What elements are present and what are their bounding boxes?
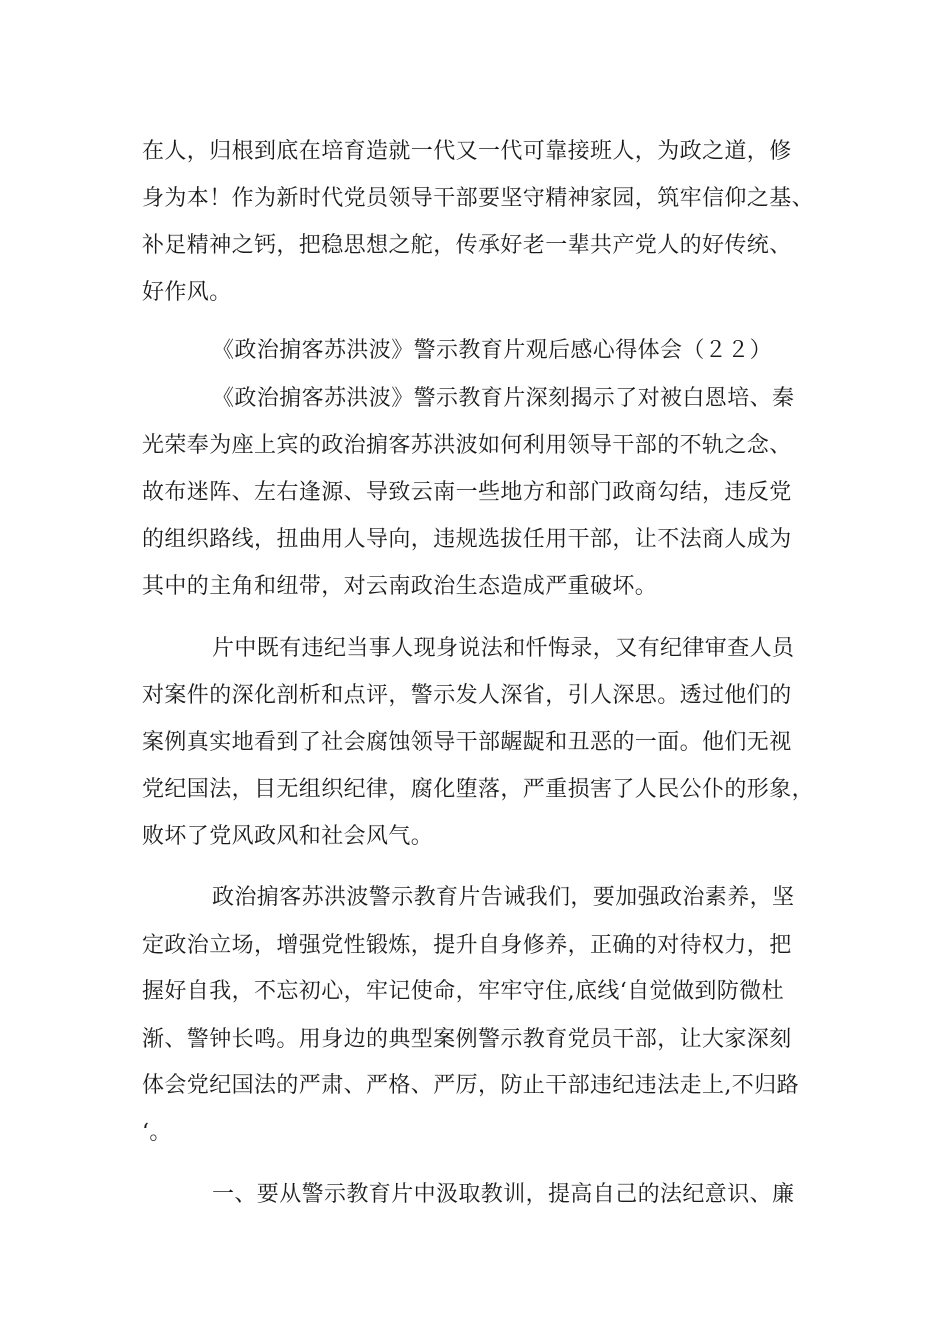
text-line: 片中既有违纪当事人现身说法和忏悔录，又有纪律审查人员	[212, 636, 795, 661]
text-line: 好作风。	[142, 280, 232, 305]
text-line: 一、要从警示教育片中汲取教训，提高自己的法纪意识、廉	[212, 1182, 795, 1207]
text-line: 的组织路线，扭曲用人导向，违规选拔任用干部，让不法商人成为	[142, 527, 792, 552]
text-line: ‘。	[142, 1120, 172, 1145]
text-line: 案例真实地看到了社会腐蚀领导干部龌龊和丑恶的一面。他们无视	[142, 730, 792, 755]
text-line: 光荣奉为座上宾的政治掮客苏洪波如何利用领导干部的不轨之念、	[142, 433, 792, 458]
text-line: 握好自我，不忘初心，牢记使命，牢牢守住,底线‘自觉做到防微杜	[142, 979, 784, 1004]
text-line: 《政治掮客苏洪波》警示教育片深刻揭示了对被白恩培、秦	[212, 386, 795, 411]
text-line: 败坏了党风政风和社会风气。	[142, 824, 434, 849]
text-line: 故布迷阵、左右逢源、导致云南一些地方和部门政商勾结，违反党	[142, 480, 792, 505]
text-line: 补足精神之钙，把稳思想之舵，传承好老一辈共产党人的好传统、	[142, 233, 792, 258]
section-heading: 《政治掮客苏洪波》警示教育片观后感心得体会（２２）	[212, 338, 773, 363]
text-line: 其中的主角和纽带，对云南政治生态造成严重破坏。	[142, 574, 658, 599]
text-line: 党纪国法，目无组织纪律，腐化堕落，严重损害了人民公仆的形象，	[142, 777, 815, 802]
text-line: 在人，归根到底在培育造就一代又一代可靠接班人，为政之道，修	[142, 139, 792, 164]
text-line: 政治掮客苏洪波警示教育片告诫我们，要加强政治素养，坚	[212, 885, 795, 910]
text-line: 渐、警钟长鸣。用身边的典型案例警示教育党员干部，让大家深刻	[142, 1027, 792, 1052]
text-line: 体会党纪国法的严肃、严格、严厉，防止干部违纪违法走上,不归路	[142, 1073, 799, 1098]
text-line: 对案件的深化剖析和点评，警示发人深省，引人深思。透过他们的	[142, 683, 792, 708]
text-line: 身为本！作为新时代党员领导干部要坚守精神家园，筑牢信仰之基、	[142, 186, 815, 211]
text-line: 定政治立场，增强党性锻炼，提升自身修养，正确的对待权力，把	[142, 933, 792, 958]
